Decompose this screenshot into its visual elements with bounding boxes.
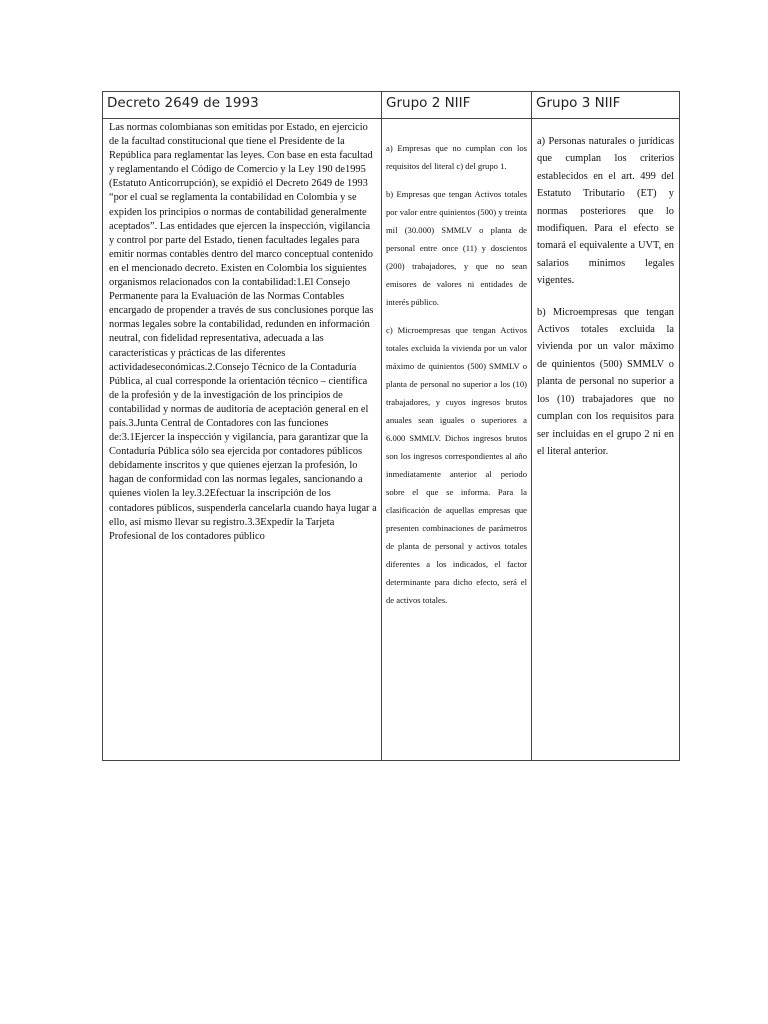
header-cell-grupo2 xyxy=(382,92,532,119)
header-cell-grupo3 xyxy=(532,92,680,119)
grupo2-item-b: b) Empresas que tengan Activos totales por valor entre quinientos (500) y treinta mil (30.000) SMMLV o planta de personal entre once (11) y doscientos (200) trabajadores, y que no sean emisores de valores ni entidades de interés público. xyxy=(386,189,527,307)
grupo3-item-b: b) Microempresas que tengan Activos totales excluida la vivienda por un valor máximo de quinientos (500) SMMLV o planta de personal no superior a los (10) trabajadores que no cumplan con los requisitos para ser incluidas en el grupo 2 ni en el literal anterior. xyxy=(537,306,674,457)
grupo2-item-a: a) Empresas que no cumplan con los requisitos del literal c) del grupo 1. xyxy=(386,143,527,171)
grupo3-content xyxy=(532,119,679,460)
grupo3-item-a: a) Personas naturales o jurídicas que cumplan los criterios establecidos en el art. 499 del Estatuto Tributario (ET) y normas posteriores que lo modifiquen. Para el efecto se tomará el equivalente a UVT, en salarios mínimos legales vigentes. xyxy=(537,136,674,287)
cell-grupo2 xyxy=(382,119,532,761)
grupo2-item-c: c) Microempresas que tengan Activos totales excluida la vivienda por un valor máximo de quinientos (500) SMMLV o planta de personal no superior a los (10) trabajadores, y cuyos ingresos brutos anuales sean iguales o superiores a 6.000 SMMLV. Dichos ingresos brutos son los ingresos correspondientes al año inmediatamente anterior al periodo sobre el que se informa. Para la clasificación de aquellas empresas que presenten combinaciones de parámetros de planta de personal y activos totales diferentes a los indicados, el factor determinante para dicho efecto, será el de activos totales. xyxy=(386,325,527,605)
header-grupo3: Grupo 3 NIIF xyxy=(536,95,621,111)
grupo2-content xyxy=(382,119,531,609)
comparison-table xyxy=(102,91,680,761)
cell-grupo3 xyxy=(532,119,680,761)
decreto-text: Las normas colombianas son emitidas por Estado, en ejercicio de la facultad constitucional que tiene el Presidente de la República para reglamentar las leyes. Con base en esta facultad y reglamentando el Código de Comercio y la Ley 190 de1995 (Estatuto Anticorrupción), se expidió el Decreto 2649 de 1993 “por el cual se reglamenta la contabilidad en Colombia y se expiden los principios o normas de contabilidad generalmente aceptados”. Las entidades que ejercen la inspección, vigilancia y control por parte del Estado, tienen facultades legales para emitir normas contables dentro del marco conceptual contenido en el mencionado decreto. Existen en Colombia los siguientes organismos relacionados con la contabilidad:1.El Consejo Permanente para la Evaluación de las Normas Contables encargado de propender a través de sus conclusiones porque las normas legales sobre la contabilidad, redunden en información neutral, con fidelidad representativa, adecuada a las características y prácticas de las diferentes actividadeseconómicas.2.Consejo Técnico de la Contaduría Pública, al cual corresponde la orientación técnico – científica de la profesión y de la investigación de los principios de contabilidad y normas de auditoría de aceptación general en el país.3.Junta Central de Contadores con las funciones de:3.1Ejercer la inspección y vigilancia, para garantizar que la Contaduría Pública sólo sea ejercida por contadores públicos debidamente inscritos y que quienes ejerzan la profesión, lo hagan de conformidad con las normas legales, sancionando a quienes violen la ley.3.2Efectuar la inscripción de los contadores públicos, suspenderla cancelarla cuando haya lugar a ello, así mismo llevar su registro.3.3Expedir la Tarjeta Profesional de los contadores público xyxy=(109,122,377,542)
body-row xyxy=(103,119,680,761)
header-row xyxy=(103,92,680,119)
cell-decreto xyxy=(103,119,382,761)
header-decreto: Decreto 2649 de 1993 xyxy=(107,95,259,111)
header-cell-decreto xyxy=(103,92,382,119)
header-grupo2: Grupo 2 NIIF xyxy=(386,95,471,111)
